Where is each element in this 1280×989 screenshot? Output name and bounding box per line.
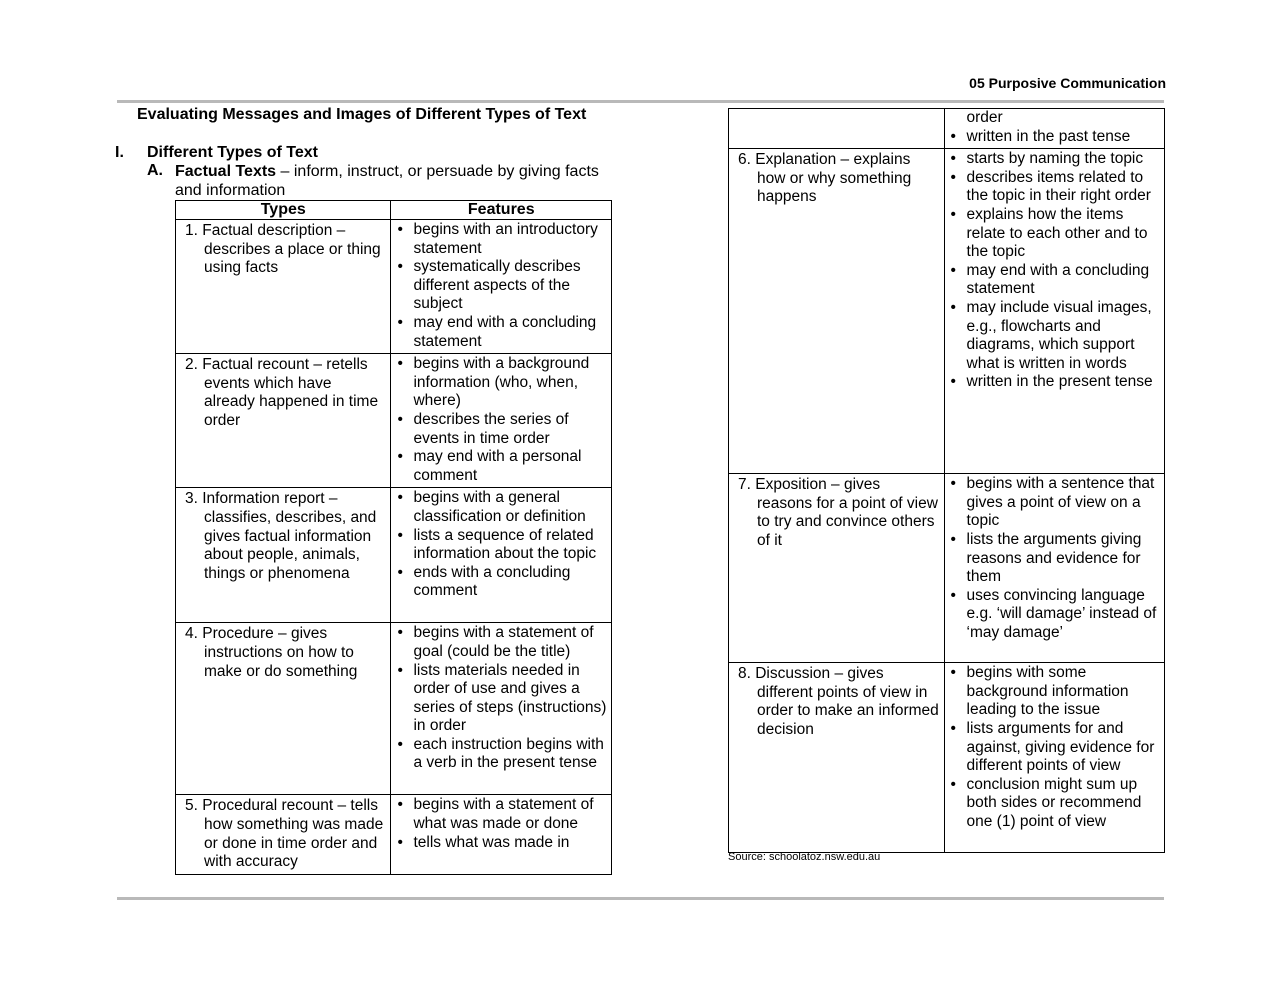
list-item: • written in the past tense bbox=[967, 128, 1160, 147]
features-list bbox=[945, 474, 1164, 644]
list-item: • begins with a statement of goal (could be the title) bbox=[413, 624, 607, 661]
list-item: • begins with a general classification or definition bbox=[413, 489, 607, 526]
subsection-description: – inform, instruct, or persuade by giving facts and information bbox=[175, 163, 599, 199]
subsection-title: Factual Texts bbox=[175, 163, 277, 180]
bottom-divider bbox=[117, 897, 1164, 900]
list-item: • begins with a background information (who, when, where) bbox=[413, 355, 607, 411]
list-item: • explains how the items relate to each other and to the topic bbox=[967, 206, 1160, 262]
type-cell: 1. Factual description – describes a place or thing using facts bbox=[185, 222, 381, 277]
list-item: • written in the present tense bbox=[967, 373, 1160, 392]
top-divider bbox=[117, 100, 1164, 103]
list-item: • lists materials needed in order of use and gives a series of steps (instructions) in order bbox=[413, 662, 607, 736]
features-header: Features bbox=[391, 201, 612, 220]
type-cell: 6. Explanation – explains how or why something happens bbox=[738, 151, 912, 206]
types-header: Types bbox=[176, 201, 391, 220]
table-row bbox=[729, 663, 1165, 853]
course-header: 05 Purposive Communication bbox=[969, 75, 1166, 91]
page-title: Evaluating Messages and Images of Different Types of Text bbox=[137, 106, 587, 123]
table-row bbox=[176, 795, 612, 874]
list-item: • may end with a personal comment bbox=[413, 448, 607, 485]
features-list bbox=[391, 354, 611, 487]
continued-text: order bbox=[966, 109, 1003, 126]
table-row bbox=[729, 149, 1165, 474]
right-table bbox=[728, 108, 1165, 853]
left-table bbox=[175, 200, 612, 875]
type-cell: 3. Information report – classifies, describes, and gives factual information about people, animals, things or phenomena bbox=[185, 490, 377, 582]
features-list bbox=[945, 149, 1164, 394]
list-item: • starts by naming the topic bbox=[967, 150, 1160, 169]
list-item: • begins with a sentence that gives a point of view on a topic bbox=[967, 475, 1160, 531]
list-item: • begins with some background information leading to the issue bbox=[967, 664, 1160, 720]
empty-type-cell bbox=[729, 109, 945, 149]
list-item: • describes items related to the topic in their right order bbox=[967, 169, 1160, 206]
list-item: • may end with a concluding statement bbox=[413, 314, 607, 351]
table-row bbox=[729, 474, 1165, 663]
list-item: • may end with a concluding statement bbox=[967, 262, 1160, 299]
features-list bbox=[391, 623, 611, 775]
table-row bbox=[729, 109, 1165, 149]
list-item: • lists the arguments giving reasons and evidence for them bbox=[967, 531, 1160, 587]
table-row bbox=[176, 488, 612, 623]
subsection-letter: A. bbox=[147, 162, 163, 179]
list-item: • systematically describes different aspects of the subject bbox=[413, 258, 607, 314]
source-note: Source: schoolatoz.nsw.edu.au bbox=[728, 851, 881, 863]
features-list bbox=[391, 795, 611, 854]
list-item: • may include visual images, e.g., flowcharts and diagrams, which support what is written in words bbox=[967, 299, 1160, 373]
table-row bbox=[176, 220, 612, 354]
list-item: • tells what was made in bbox=[413, 834, 607, 853]
table-row bbox=[176, 354, 612, 488]
type-cell: 7. Exposition – gives reasons for a point of view to try and convince others of it bbox=[738, 476, 938, 549]
list-item: • describes the series of events in time order bbox=[413, 411, 607, 448]
list-item: • ends with a concluding comment bbox=[413, 564, 607, 601]
list-item: • uses convincing language e.g. ‘will damage’ instead of ‘may damage’ bbox=[967, 587, 1160, 643]
type-cell: 4. Procedure – gives instructions on how to make or do something bbox=[185, 625, 358, 680]
list-item: • lists arguments for and against, giving evidence for different points of view bbox=[967, 720, 1160, 776]
subsection-text bbox=[175, 162, 625, 200]
features-list bbox=[391, 488, 611, 603]
type-cell: 2. Factual recount – retells events which have already happened in time order bbox=[185, 356, 379, 429]
list-item: • lists a sequence of related information about the topic bbox=[413, 527, 607, 564]
list-item: • each instruction begins with a verb in the present tense bbox=[413, 736, 607, 773]
section-title: Different Types of Text bbox=[147, 144, 318, 161]
table-row bbox=[176, 623, 612, 795]
features-list bbox=[945, 663, 1164, 833]
type-cell: 8. Discussion – gives different points of view in order to make an informed decision bbox=[738, 665, 939, 738]
features-list bbox=[945, 109, 1164, 148]
features-list bbox=[391, 220, 611, 353]
section-number: I. bbox=[115, 144, 124, 161]
type-cell: 5. Procedural recount – tells how something was made or done in time order and with accuracy bbox=[185, 797, 384, 871]
list-item: • begins with a statement of what was made or done bbox=[413, 796, 607, 833]
list-item: • conclusion might sum up both sides or recommend one (1) point of view bbox=[967, 776, 1160, 832]
list-item: • begins with an introductory statement bbox=[413, 221, 607, 258]
